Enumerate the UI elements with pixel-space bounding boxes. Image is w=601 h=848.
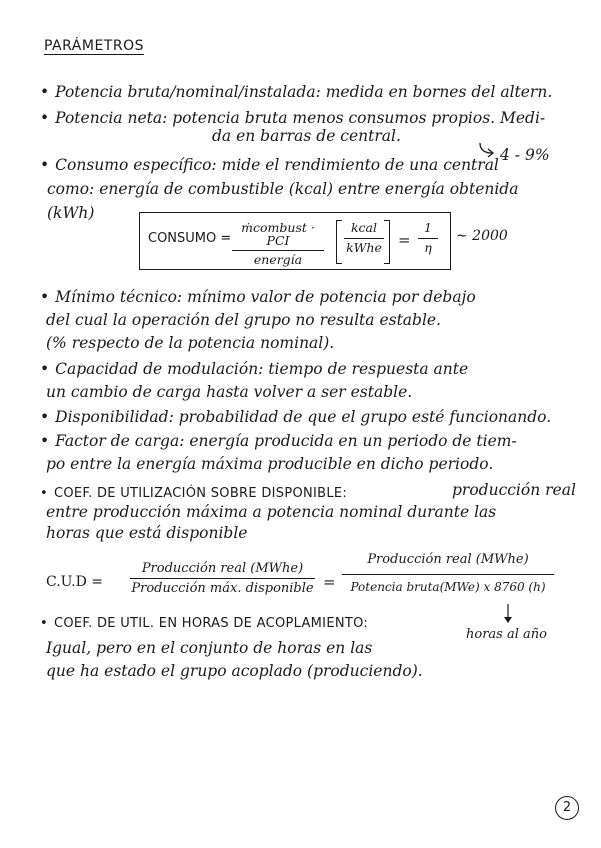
fraction-bar — [130, 578, 315, 579]
consumo-line-2: como: energía de combustible (kcal) entre energía obtenida — [47, 180, 519, 198]
units-fraction — [344, 222, 384, 254]
consumo-line-3: (kWh) — [47, 204, 95, 222]
cud-equals: = — [323, 573, 336, 591]
acopl-line-2: que ha estado el grupo acoplado (produciendo). — [46, 662, 423, 680]
factor-line-2: po entre la energía máxima producible en dicho periodo. — [46, 455, 494, 473]
cud-f1-numerator: Producción real (MWhe) — [141, 561, 304, 576]
minimo-line-3: (% respecto de la potencia nominal). — [46, 334, 335, 352]
down-arrow-icon — [503, 604, 513, 626]
acopl-line-1: Igual, pero en el conjunto de horas en las — [46, 639, 373, 657]
consumo-numerator: ṁcombust · PCI — [241, 220, 315, 248]
fraction-bar — [232, 250, 324, 251]
fraction-bar — [342, 574, 554, 575]
potencia-neta-line-2: da en barras de central. — [212, 127, 401, 145]
consumo-equals: = — [398, 231, 411, 249]
capacidad-line-2: un cambio de carga hasta volver a ser estable. — [46, 383, 413, 401]
right-bracket — [384, 220, 390, 264]
consumo-approx: ∼ 2000 — [456, 228, 508, 244]
fraction-bar — [418, 238, 438, 239]
cud-heading: • COEF. DE UTILIZACIÓN SOBRE DISPONIBLE: — [40, 487, 347, 500]
potencia-neta-note: 4 - 9% — [500, 146, 550, 164]
cud-line-3: horas que está disponible — [46, 524, 248, 542]
consumo-formula-label: CONSUMO = — [148, 231, 232, 246]
acopl-heading: • COEF. DE UTIL. EN HORAS DE ACOPLAMIENTO: — [40, 617, 368, 630]
disponibilidad-line: • Disponibilidad: probabilidad de que el grupo esté funcionando. — [40, 410, 551, 426]
cud-line-2: entre producción máxima a potencia nominal durante las — [46, 503, 497, 521]
minimo-line-2: del cual la operación del grupo no resulta estable. — [46, 311, 442, 329]
page-number: 2 — [555, 796, 579, 820]
unit-denominator: kWhe — [346, 239, 382, 255]
cud-f2-numerator: Producción real (MWhe) — [367, 552, 529, 567]
unit-numerator: kcal — [350, 220, 378, 235]
potencia-bruta-line: • Potencia bruta/nominal/instalada: medida en bornes del altern. — [40, 85, 552, 101]
cud-fraction-1 — [130, 562, 315, 595]
cud-line-1-tail: producción real — [452, 481, 576, 499]
acopl-note: horas al año — [466, 627, 547, 642]
consumo-denominator: energía — [253, 252, 303, 267]
page-title: PARÁMETROS — [44, 38, 144, 54]
cud-f1-denominator: Producción máx. disponible — [131, 581, 314, 596]
consumo-fraction — [232, 222, 324, 267]
efficiency-fraction — [418, 222, 438, 254]
consumo-line-1: • Consumo específico: mide el rendimiento de una central — [40, 158, 499, 174]
left-bracket — [336, 220, 342, 264]
cud-fraction-2 — [342, 553, 554, 593]
factor-line-1: • Factor de carga: energía producida en un periodo de tiem- — [40, 434, 517, 450]
efficiency-numerator: 1 — [424, 220, 432, 235]
potencia-neta-line-1: • Potencia neta: potencia bruta menos consumos propios. Medi- — [40, 111, 545, 127]
cud-formula-label: C.U.D = — [46, 574, 104, 590]
cud-f2-denominator: Potencia bruta(MWe) x 8760 (h) — [350, 580, 546, 594]
minimo-line-1: • Mínimo técnico: mínimo valor de potencia por debajo — [40, 290, 476, 306]
capacidad-line-1: • Capacidad de modulación: tiempo de respuesta ante — [40, 362, 468, 378]
fraction-bar — [344, 238, 384, 239]
efficiency-denominator: η — [424, 239, 432, 255]
